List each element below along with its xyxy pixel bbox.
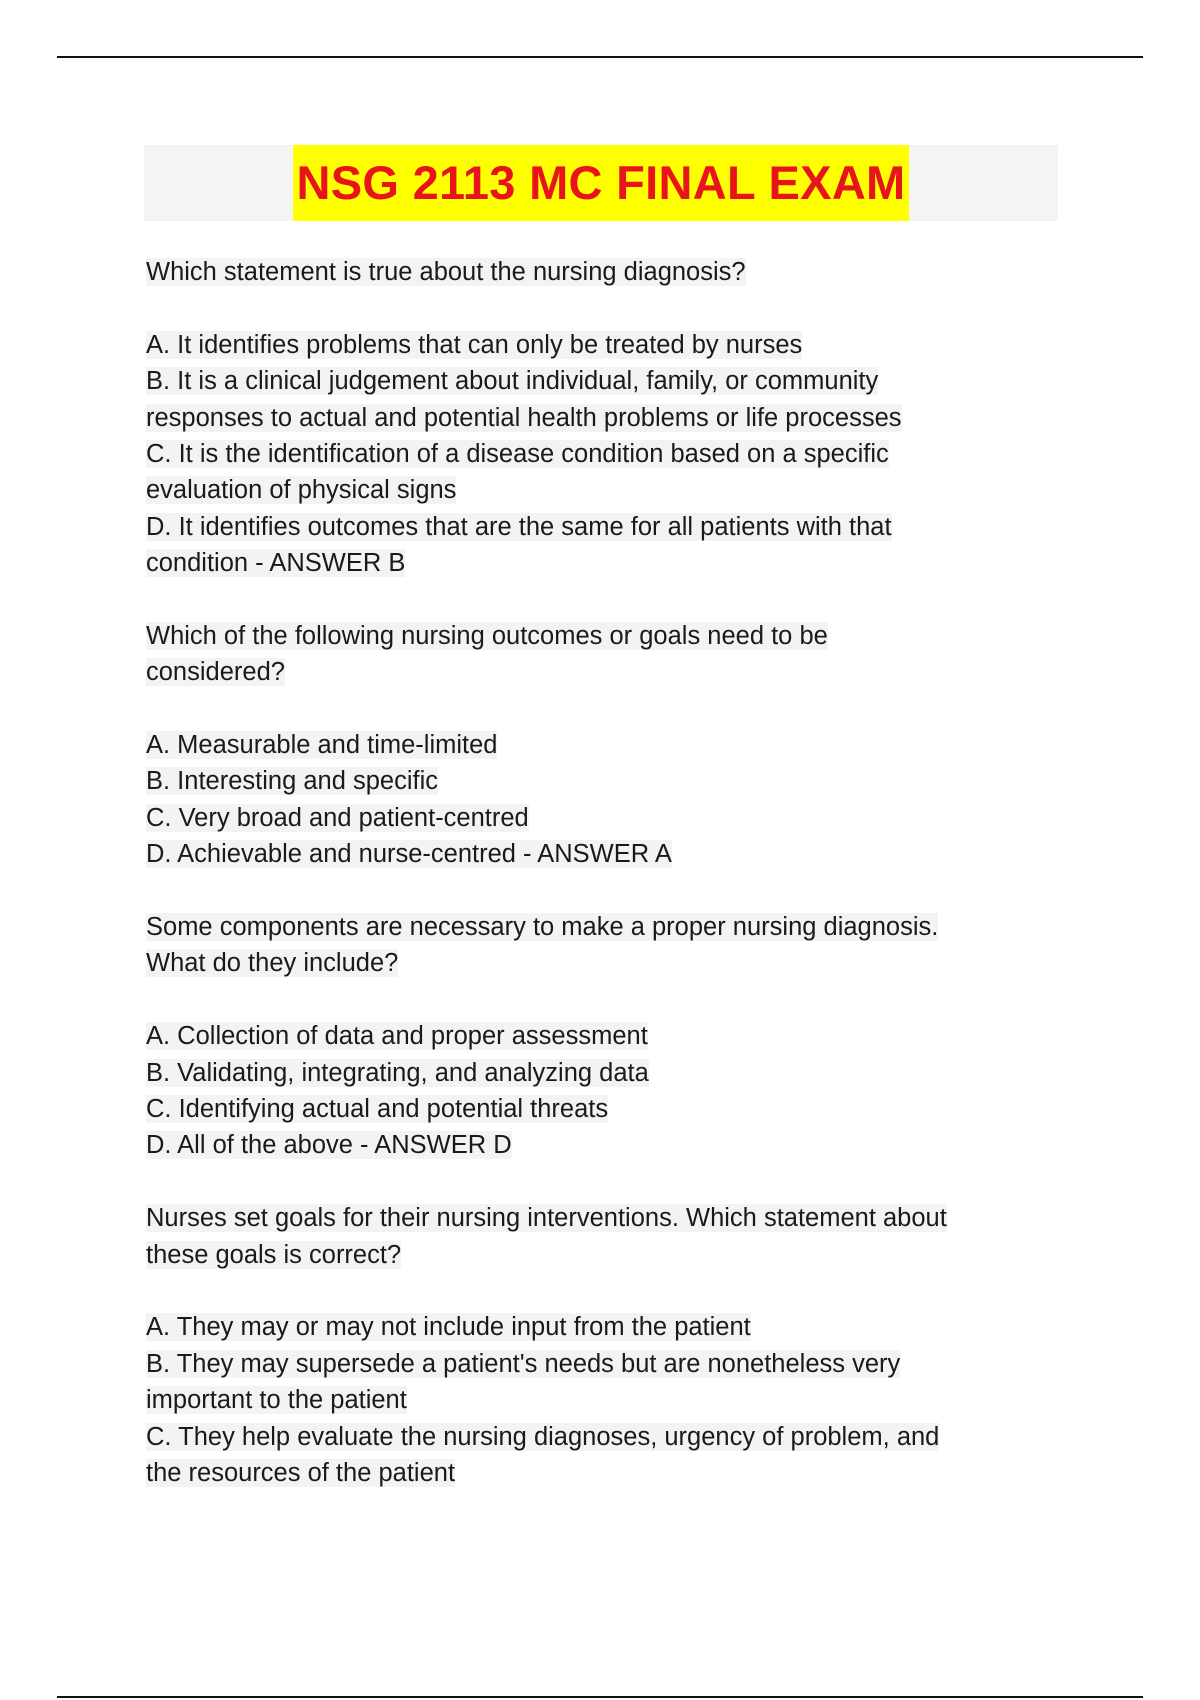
question-3-answer: D. All of the above - ANSWER D	[146, 1131, 512, 1160]
question-3-option: B. Validating, integrating, and analyzing data	[146, 1058, 649, 1087]
question-3-stem: What do they include?	[146, 949, 399, 978]
question-2-stem: considered?	[146, 658, 285, 687]
question-4	[146, 1200, 1056, 1491]
question-2-answer: D. Achievable and nurse-centred - ANSWER A	[146, 840, 672, 869]
question-3-option: A. Collection of data and proper assessment	[146, 1022, 648, 1051]
question-3	[146, 909, 1056, 1164]
question-2-stem: Which of the following nursing outcomes or goals need to be	[146, 621, 828, 650]
top-rule	[57, 56, 1143, 58]
bottom-rule	[57, 1696, 1143, 1698]
question-2-option: C. Very broad and patient-centred	[146, 803, 529, 832]
question-4-option: B. They may supersede a patient's needs but are nonetheless very	[146, 1349, 901, 1378]
question-2	[146, 618, 1056, 873]
question-4-stem: these goals is correct?	[146, 1240, 402, 1269]
question-1-option: C. It is the identification of a disease condition based on a specific	[146, 439, 889, 468]
question-4-option: A. They may or may not include input from the patient	[146, 1313, 751, 1342]
question-3-option: C. Identifying actual and potential threats	[146, 1094, 609, 1123]
question-2-option: B. Interesting and specific	[146, 767, 438, 796]
question-1-stem: Which statement is true about the nursing diagnosis?	[146, 258, 746, 286]
question-1-option: A. It identifies problems that can only be treated by nurses	[146, 330, 803, 359]
question-4-option: important to the patient	[146, 1386, 407, 1415]
question-4-option: the resources of the patient	[146, 1458, 456, 1487]
question-1-option: responses to actual and potential health problems or life processes	[146, 403, 902, 432]
question-1-answer: condition - ANSWER B	[146, 549, 406, 578]
question-3-stem: Some components are necessary to make a proper nursing diagnosis.	[146, 913, 939, 942]
question-1-option: B. It is a clinical judgement about individual, family, or community	[146, 367, 879, 396]
page-title: NSG 2113 MC FINAL EXAM	[293, 145, 908, 221]
question-4-option: C. They help evaluate the nursing diagnoses, urgency of problem, and	[146, 1422, 940, 1451]
question-1	[146, 254, 1056, 582]
question-1-option: evaluation of physical signs	[146, 476, 457, 505]
question-4-stem: Nurses set goals for their nursing interventions. Which statement about	[146, 1204, 947, 1233]
question-1-option: D. It identifies outcomes that are the same for all patients with that	[146, 512, 892, 541]
question-2-option: A. Measurable and time-limited	[146, 731, 498, 760]
document-body	[146, 254, 1056, 1491]
title-band	[144, 145, 1058, 221]
